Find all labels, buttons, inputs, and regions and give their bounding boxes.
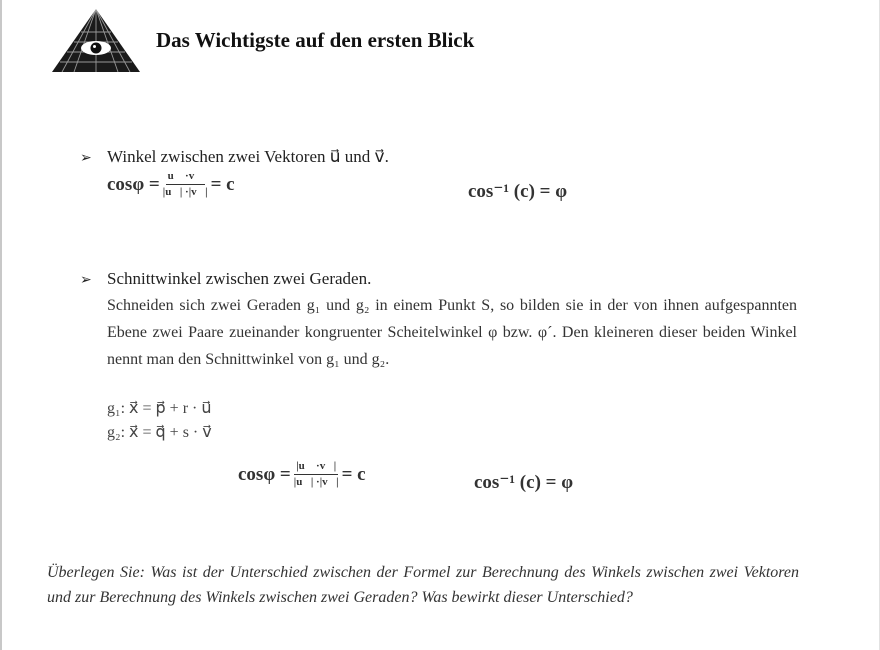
section1-heading: Winkel zwischen zwei Vektoren u⃗ und v⃗. bbox=[107, 147, 389, 166]
intersection-paragraph: Schneiden sich zwei Geraden g₁ und g₂ in einem Punkt S, so bilden sie in der von ihnen aufgespannten Ebene zwei Paare zueinander kongruenter Scheitelwinkel φ bzw. φ´. Den kleineren dieser beiden Winkel nennt man den Schnittwinkel von g₁ und g₂. bbox=[107, 297, 797, 368]
formula-rhs: = c bbox=[210, 173, 235, 195]
line-angle-formula bbox=[238, 460, 366, 489]
vector-angle-formula bbox=[107, 170, 235, 199]
page-title: Das Wichtigste auf den ersten Blick bbox=[156, 28, 475, 52]
inverse-cosine-formula: cos⁻¹ (c) = φ bbox=[468, 181, 568, 202]
formula-numerator: |u⃗ ·v⃗| bbox=[294, 460, 338, 475]
line-equation-g2: g₂: x⃗ = q⃗ + s · v⃗ bbox=[107, 424, 212, 441]
bullet-arrow-icon: ➢ bbox=[80, 273, 92, 288]
formula-fraction bbox=[163, 170, 208, 199]
inverse-cosine-formula: cos⁻¹ (c) = φ bbox=[474, 472, 574, 493]
formula-numerator: u⃗ ·v⃗ bbox=[166, 170, 205, 185]
formula-denominator: |u⃗| ·|v⃗| bbox=[293, 476, 339, 488]
formula-rhs: = c bbox=[341, 463, 366, 485]
page-left-edge bbox=[0, 0, 2, 650]
formula-lhs: cosφ = bbox=[107, 173, 160, 195]
section2-heading: Schnittwinkel zwischen zwei Geraden. bbox=[107, 269, 372, 288]
formula-lhs: cosφ = bbox=[238, 463, 291, 485]
bullet-arrow-icon: ➢ bbox=[80, 151, 92, 166]
line-equation-g1: g₁: x⃗ = p⃗ + r · u⃗ bbox=[107, 400, 212, 417]
eye-of-providence-icon bbox=[50, 6, 142, 76]
formula-denominator: |u⃗| ·|v⃗| bbox=[162, 186, 208, 198]
reflection-question: Überlegen Sie: Was ist der Unterschied zwischen der Formel zur Berechnung des Winkels zwischen zwei Vektoren und zur Berechnung des Winkels zwischen zwei Geraden? Was bewirkt dieser Unterschied? bbox=[47, 564, 799, 606]
formula-fraction bbox=[294, 460, 339, 489]
